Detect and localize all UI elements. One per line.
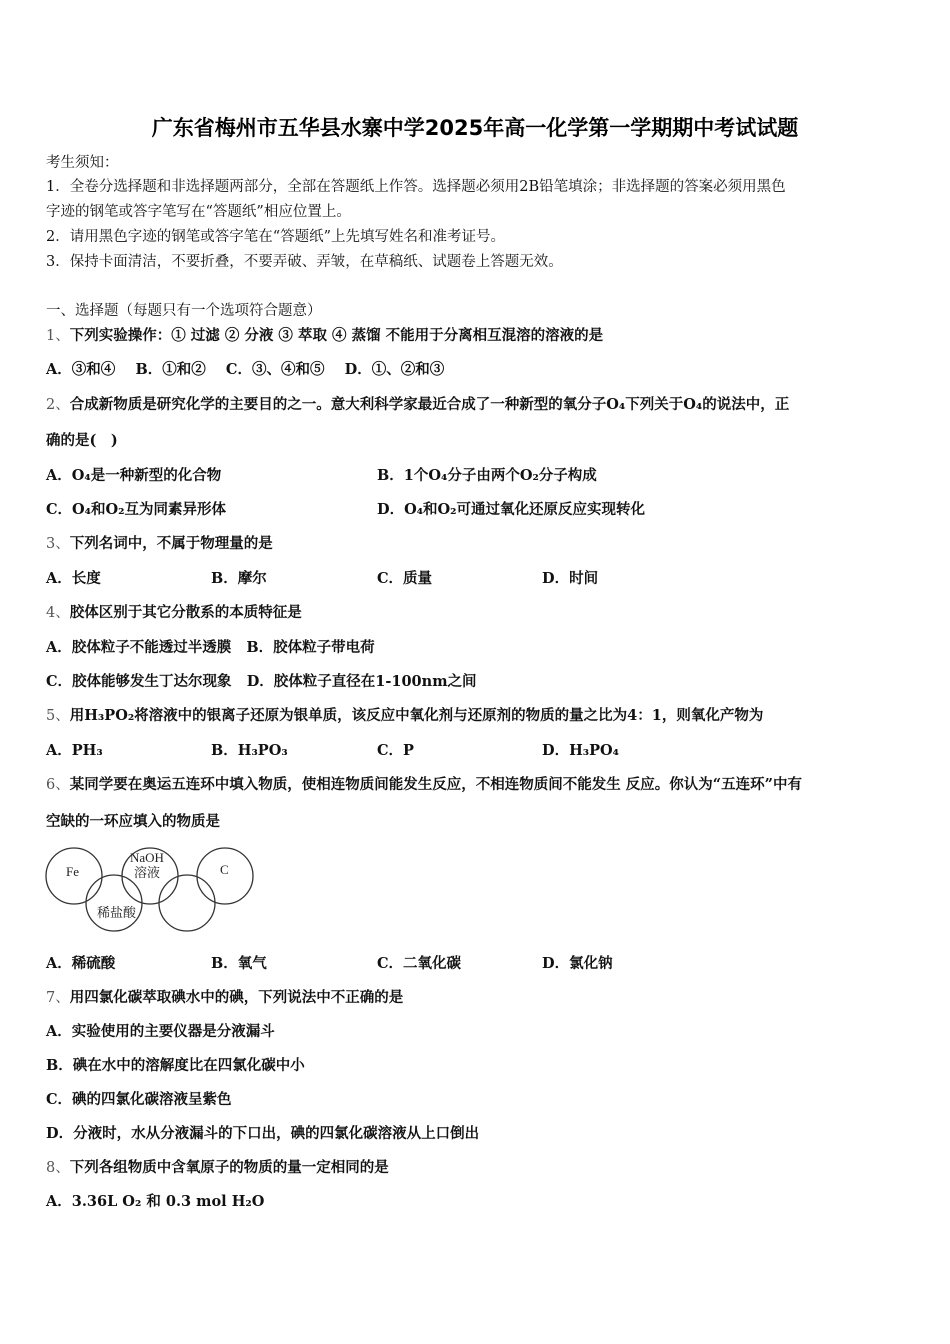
question-number: 3、: [46, 536, 70, 552]
notice-item-3: 3．保持卡面清洁，不要折叠，不要弄破、弄皱，在草稿纸、试题卷上答题无效。: [46, 254, 563, 270]
option-a[interactable]: A．3.36L O₂ 和 0.3 mol H₂O: [46, 1193, 265, 1210]
question-8: [46, 1159, 389, 1177]
option-d[interactable]: D．O₄和O₂可通过氧化还原反应实现转化: [377, 501, 646, 518]
option-c[interactable]: C．③、④和⑤: [225, 361, 325, 378]
question-text: 合成新物质是研究化学的主要目的之一。意大利科学家最近合成了一种新型的氧分子O₄下列关于O₄的说法中，正: [69, 396, 790, 413]
option-c[interactable]: C．O₄和O₂互为同素异形体: [46, 501, 227, 518]
page-title: 广东省梅州市五华县水寨中学2025年高一化学第一学期期中考试试题: [151, 116, 799, 140]
question-text: 某同学要在奥运五连环中填入物质，使相连物质间能发生反应，不相连物质间不能发生 反应。你认为“五连环”中有: [69, 776, 802, 793]
option-d[interactable]: D．分液时，水从分液漏斗的下口出，碘的四氯化碳溶液从上口倒出: [46, 1125, 480, 1142]
notice-item-1-cont: 字迹的钢笔或答字笔写在“答题纸”相应位置上。: [46, 204, 351, 220]
question-number: 7、: [46, 990, 70, 1006]
section-heading: 一、选择题（每题只有一个选项符合题意）: [46, 303, 322, 319]
question-4-options-row2: [46, 673, 477, 691]
question-1-options: [46, 361, 444, 379]
option-a[interactable]: A．实验使用的主要仪器是分液漏斗: [46, 1023, 275, 1040]
ring-label-naoh-1: NaOH: [130, 850, 164, 865]
ring-label-fe: Fe: [66, 864, 79, 879]
option-b[interactable]: B．H₃PO₃: [211, 742, 288, 759]
question-text: 下列名词中，不属于物理量的是: [69, 535, 273, 552]
option-b[interactable]: B．①和②: [135, 361, 206, 378]
option-b[interactable]: B．1个O₄分子由两个O₂分子构成: [377, 467, 597, 484]
option-d[interactable]: D．氯化钠: [542, 955, 613, 972]
notice-heading: 考生须知：: [46, 155, 119, 171]
question-text: 下列各组物质中含氧原子的物质的量一定相同的是: [69, 1159, 389, 1176]
option-b[interactable]: B．摩尔: [211, 570, 267, 587]
option-d[interactable]: D．①、②和③: [344, 361, 445, 378]
olympic-rings-figure: [44, 840, 259, 936]
option-c[interactable]: C．P: [377, 742, 414, 759]
question-6: [46, 776, 802, 794]
option-c[interactable]: C．碘的四氯化碳溶液呈紫色: [46, 1091, 232, 1108]
option-a[interactable]: A．稀硫酸: [46, 955, 116, 972]
question-text: 胶体区别于其它分散系的本质特征是: [69, 604, 302, 621]
option-d[interactable]: D．H₃PO₄: [542, 742, 620, 759]
option-a[interactable]: A．O₄是一种新型的化合物: [46, 467, 222, 484]
option-c[interactable]: C．质量: [377, 570, 433, 587]
option-d[interactable]: D．胶体粒子直径在1-100nm之间: [246, 673, 477, 690]
question-number: 5、: [46, 708, 70, 724]
question-2-cont: 确的是( ): [46, 432, 118, 449]
ring-label-hcl: 稀盐酸: [97, 905, 137, 920]
option-b[interactable]: B．胶体粒子带电荷: [246, 639, 375, 656]
question-number: 2、: [46, 397, 70, 413]
option-b[interactable]: B．氧气: [211, 955, 267, 972]
option-c[interactable]: C．二氧化碳: [377, 955, 462, 972]
option-d[interactable]: D．时间: [542, 570, 599, 587]
notice-item-2: 2．请用黑色字迹的钢笔或答字笔在“答题纸”上先填写姓名和准考证号。: [46, 229, 506, 245]
question-1: [46, 327, 603, 345]
question-7: [46, 989, 403, 1007]
option-a[interactable]: A．③和④: [46, 361, 116, 378]
option-a[interactable]: A．胶体粒子不能透过半透膜: [46, 639, 232, 656]
question-text: 用四氯化碳萃取碘水中的碘，下列说法中不正确的是: [69, 989, 404, 1006]
notice-item-1: 1．全卷分选择题和非选择题两部分，全部在答题纸上作答。选择题必须用2B铅笔填涂；非选择题的答案必须用黑色: [46, 179, 786, 195]
ring-empty: [159, 875, 215, 931]
question-3: [46, 535, 273, 553]
question-text: 下列实验操作：① 过滤 ② 分液 ③ 萃取 ④ 蒸馏 不能用于分离相互混溶的溶液的是: [69, 327, 604, 344]
option-c[interactable]: C．胶体能够发生丁达尔现象: [46, 673, 232, 690]
question-5: [46, 707, 763, 725]
question-number: 1、: [46, 328, 70, 344]
option-a[interactable]: A．长度: [46, 570, 101, 587]
ring-label-c: C: [220, 862, 229, 877]
question-number: 6、: [46, 777, 70, 793]
option-b[interactable]: B．碘在水中的溶解度比在四氯化碳中小: [46, 1057, 305, 1074]
question-4-options-row1: [46, 639, 375, 657]
option-a[interactable]: A．PH₃: [46, 742, 103, 759]
question-text: 用H₃PO₂将溶液中的银离子还原为银单质，该反应中氧化剂与还原剂的物质的量之比为4：1，则氧化产物为: [69, 707, 764, 724]
question-2: [46, 396, 789, 414]
question-number: 8、: [46, 1160, 70, 1176]
ring-label-naoh-2: 溶液: [134, 865, 161, 880]
question-4: [46, 604, 302, 622]
question-6-cont: 空缺的一环应填入的物质是: [46, 813, 220, 830]
question-number: 4、: [46, 605, 70, 621]
ring-hcl: [86, 875, 142, 931]
